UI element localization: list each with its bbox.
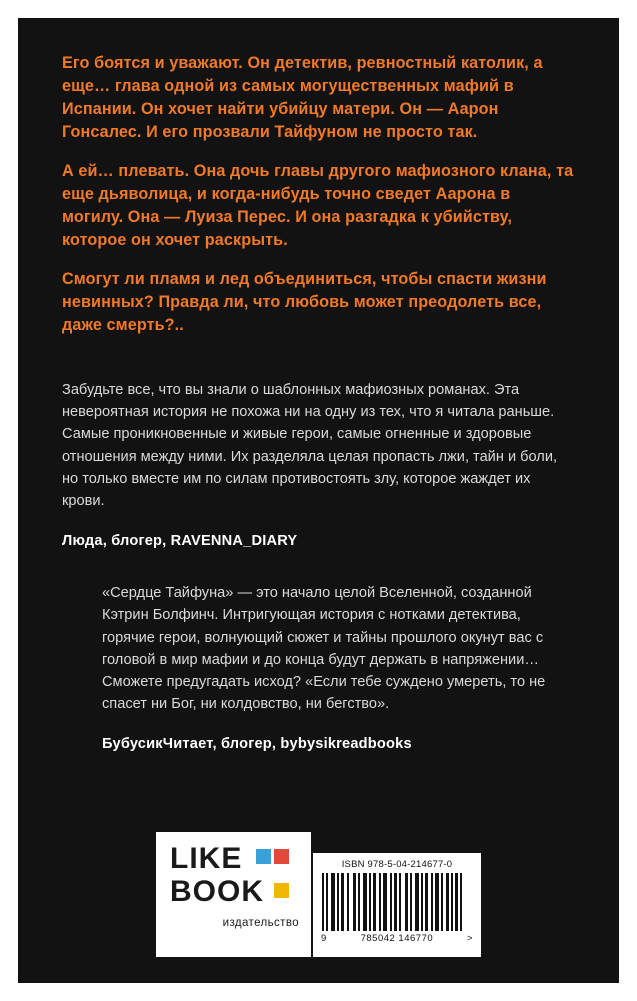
logo-text-like: LIKE (170, 842, 243, 875)
review-block-1 (62, 379, 575, 552)
blurb-section (62, 52, 575, 337)
isbn-label: ISBN 978-5-04-214677-0 (341, 859, 453, 870)
barcode-digit-right: > (466, 933, 473, 944)
blurb-paragraph-2: А ей… плевать. Она дочь главы другого мафиозного клана, та еще дьяволица, и когда-нибудь точно сведет Аарона в могилу. Она — Луиза Перес. И она разгадка к убийству, которое он хочет раскрыть. (62, 162, 574, 249)
logo-line-like (170, 844, 301, 875)
blurb-paragraph-3: Смогут ли пламя и лед объединиться, чтобы спасти жизни невинных? Правда ли, что любовь может преодолеть все, даже смерть?.. (62, 270, 547, 334)
review-author-2: БубусикЧитает, блогер, bybysikreadbooks (102, 736, 412, 753)
barcode-digits (321, 933, 473, 944)
barcode (313, 853, 481, 957)
barcode-digit-left: 9 (321, 933, 327, 944)
review-text-1: Забудьте все, что вы знали о шаблонных мафиозных романах. Эта невероятная история не похожа ни на одну из тех, что я читала раньше. Самые проникновенные и живые герои, самые огненные и здоровые отношения между ними. Их разделяла целая пропасть лжи, тайн и боли, но только вместе им по силам противостоять злу, которое жаждет их крови. (62, 382, 558, 509)
book-back-cover (18, 18, 619, 983)
blurb-paragraph-1: Его боятся и уважают. Он детектив, ревностный католик, а еще… глава одной из самых могущественных мафий в Испании. Он хочет найти убийцу матери. Он — Аарон Гонсалес. И его прозвали Тайфуном не просто так. (62, 54, 543, 141)
barcode-bars-icon (322, 873, 472, 931)
logo-subtitle: издательство (222, 917, 299, 930)
logo-line-book (170, 874, 301, 908)
review-text-2: «Сердце Тайфуна» — это начало целой Вселенной, созданной Кэтрин Болфинч. Интригующая история с нотками детектива, горячие герои, волнующий сюжет и тайны прошлого окунут вас с головой в мир мафии и до конца будут держать в напряжении… Сможете предугадать исход? «Если тебе суждено умереть, то не спасет ни Бог, ни колдовство, ни бегство». (102, 585, 546, 713)
logo-swatch-red-icon (274, 849, 289, 864)
cover-footer (62, 832, 575, 957)
review-block-2 (62, 582, 575, 755)
barcode-digit-main: 785042 146770 (360, 933, 434, 944)
logo-swatch-yellow-icon (274, 883, 289, 898)
review-author-1: Люда, блогер, RAVENNA_DIARY (62, 533, 298, 550)
logo-swatch-blue-icon (256, 849, 271, 864)
logo-text-book: BOOK (170, 874, 264, 908)
publisher-logo (156, 832, 311, 957)
